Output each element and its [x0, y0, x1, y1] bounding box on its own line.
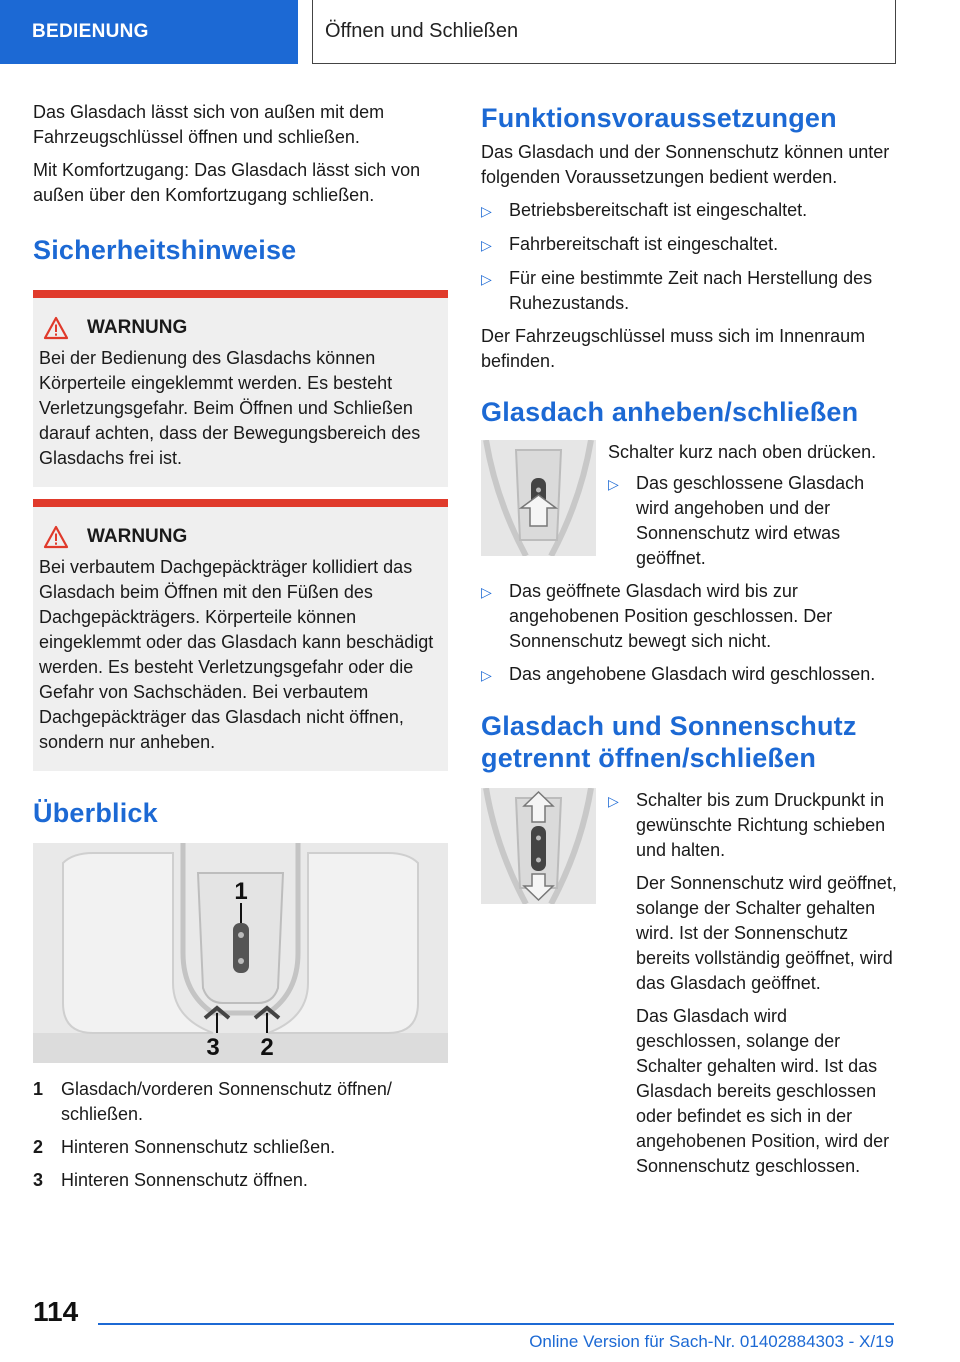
lift-bullet-text: Das geschlossene Glasdach wird angehoben und der Sonnenschutz wird etwas geöffnet.: [636, 473, 865, 568]
left-column: [33, 100, 448, 1201]
overview-heading: Überblick: [33, 798, 158, 828]
switch-slide-image: [481, 788, 596, 904]
func-bullet: [481, 198, 897, 224]
legend-text: Hinteren Sonnenschutz schließen.: [61, 1137, 336, 1157]
warning-text: Bei verbautem Dachgepäckträger kollidiert das Glasdach beim Öffnen mit den Füßen des Dachgepäckträgers. Körperteile können eingeklemmt oder das Glasdach kann beschädigt werden. Es besteht Verletzungsgefahr oder die Gefahr von Sachschäden. Bei verbautem Dachgepäckträger das Glasdach nicht öffnen, sondern nur anheben.: [39, 557, 434, 752]
func-bullet-text: Fahrbereitschaft ist eingeschaltet.: [509, 234, 779, 254]
func-bullet-text: Für eine bestimmte Zeit nach Herstellung des Ruhezustands.: [509, 268, 873, 313]
triangle-bullet-icon: ▷: [481, 271, 492, 287]
page-title-text: Öffnen und Schließen: [325, 20, 519, 42]
lift-close-heading: Glasdach anheben/schließen: [481, 397, 859, 427]
triangle-bullet-icon: ▷: [608, 476, 619, 492]
lift-instruction: Schalter kurz nach oben drücken.: [608, 442, 877, 462]
triangle-bullet-icon: ▷: [481, 203, 492, 219]
func-intro: Das Glasdach und der Sonnenschutz können unter folgenden Voraussetzungen bedient werden.: [481, 142, 890, 187]
callout-3: 3: [206, 1034, 220, 1061]
right-column: [481, 100, 897, 1187]
online-version-note: Online Version für Sach-Nr. 01402884303 - X/19: [529, 1332, 894, 1351]
lift-bullet: [481, 662, 897, 688]
section-tab: BEDIENUNG: [0, 0, 298, 64]
functional-requirements-heading: Funktionsvoraussetzungen: [481, 103, 837, 133]
triangle-bullet-icon: ▷: [608, 793, 619, 809]
page-number: 114: [33, 1296, 79, 1327]
legend-number: 3: [33, 1170, 44, 1190]
legend-number: 1: [33, 1079, 44, 1099]
warning-text: Bei der Bedienung des Glasdachs können Körperteile eingeklemmt werden. Es besteht Verletzungsgefahr. Beim Öffnen und Schließen darauf achten, dass der Bewegungsbereich des Glasdachs frei ist.: [39, 348, 421, 468]
overview-figure: [33, 843, 448, 1063]
func-bullet: [481, 232, 897, 258]
lift-bullet-text: Das angehobene Glasdach wird geschlossen.: [509, 664, 876, 684]
switch-up-image: [481, 440, 596, 556]
separate-open-close-heading: Glasdach und Sonnenschutz getrennt öffnen/schließen: [481, 711, 857, 773]
intro-paragraph-1: Das Glasdach lässt sich von außen mit dem Fahrzeugschlüssel öffnen und schließen.: [33, 102, 385, 147]
switch-slide-figure: [481, 788, 596, 904]
func-bullet: [481, 266, 897, 316]
func-bullet-text: Betriebsbereitschaft ist eingeschaltet.: [509, 200, 808, 220]
legend-text: Hinteren Sonnenschutz öffnen.: [61, 1170, 308, 1190]
lift-bullet: [481, 579, 897, 654]
warning-label: WARNUNG: [87, 526, 188, 547]
warning-box-2: [33, 499, 448, 771]
legend-number: 2: [33, 1137, 44, 1157]
lift-bullet: [608, 471, 897, 571]
lift-section: [481, 440, 897, 579]
warning-triangle-icon: [43, 525, 69, 549]
func-note: Der Fahrzeugschlüssel muss sich im Innenraum befinden.: [481, 326, 866, 371]
legend-item: [33, 1168, 448, 1193]
triangle-bullet-icon: ▷: [481, 237, 492, 253]
roof-control-panel-image: [33, 843, 448, 1063]
footer-divider: [98, 1323, 894, 1325]
intro-paragraph-2: Mit Komfortzugang: Das Glasdach lässt sich von außen über den Komfortzugang schließen.: [33, 160, 421, 205]
legend-item: [33, 1077, 448, 1127]
safety-heading: Sicherheitshinweise: [33, 235, 297, 265]
page-title: [312, 0, 896, 64]
lift-bullet-text: Das geöffnete Glasdach wird bis zur angehobenen Position geschlossen. Der Sonnenschutz bewegt sich nicht.: [509, 581, 833, 651]
callout-2: 2: [260, 1034, 274, 1061]
legend-item: [33, 1135, 448, 1160]
callout-1: 1: [234, 878, 248, 905]
switch-press-up-figure: [481, 440, 596, 556]
triangle-bullet-icon: ▷: [481, 667, 492, 683]
separate-bullet: [608, 788, 897, 863]
warning-triangle-icon: [43, 316, 69, 340]
separate-paragraph-1: Der Sonnenschutz wird geöffnet, solange der Schalter gehalten wird. Ist der Sonnenschutz bereits vollständig geöffnet, wird das Glasdach geöffnet.: [636, 873, 897, 993]
triangle-bullet-icon: ▷: [481, 584, 492, 600]
warning-label: WARNUNG: [87, 317, 188, 338]
separate-bullet-text: Schalter bis zum Druckpunkt in gewünschte Richtung schieben und halten.: [636, 790, 886, 860]
separate-paragraph-2: Das Glasdach wird geschlossen, solange der Schalter gehalten wird. Ist das Glasdach bereits geschlossen oder befindet es sich in der angehobenen Position, wird der Sonnenschutz geschlossen.: [636, 1006, 890, 1176]
legend-text: Glasdach/vorderen Sonnenschutz öffnen/ schließen.: [61, 1079, 392, 1124]
warning-box-1: [33, 290, 448, 487]
separate-section: [481, 788, 897, 1187]
